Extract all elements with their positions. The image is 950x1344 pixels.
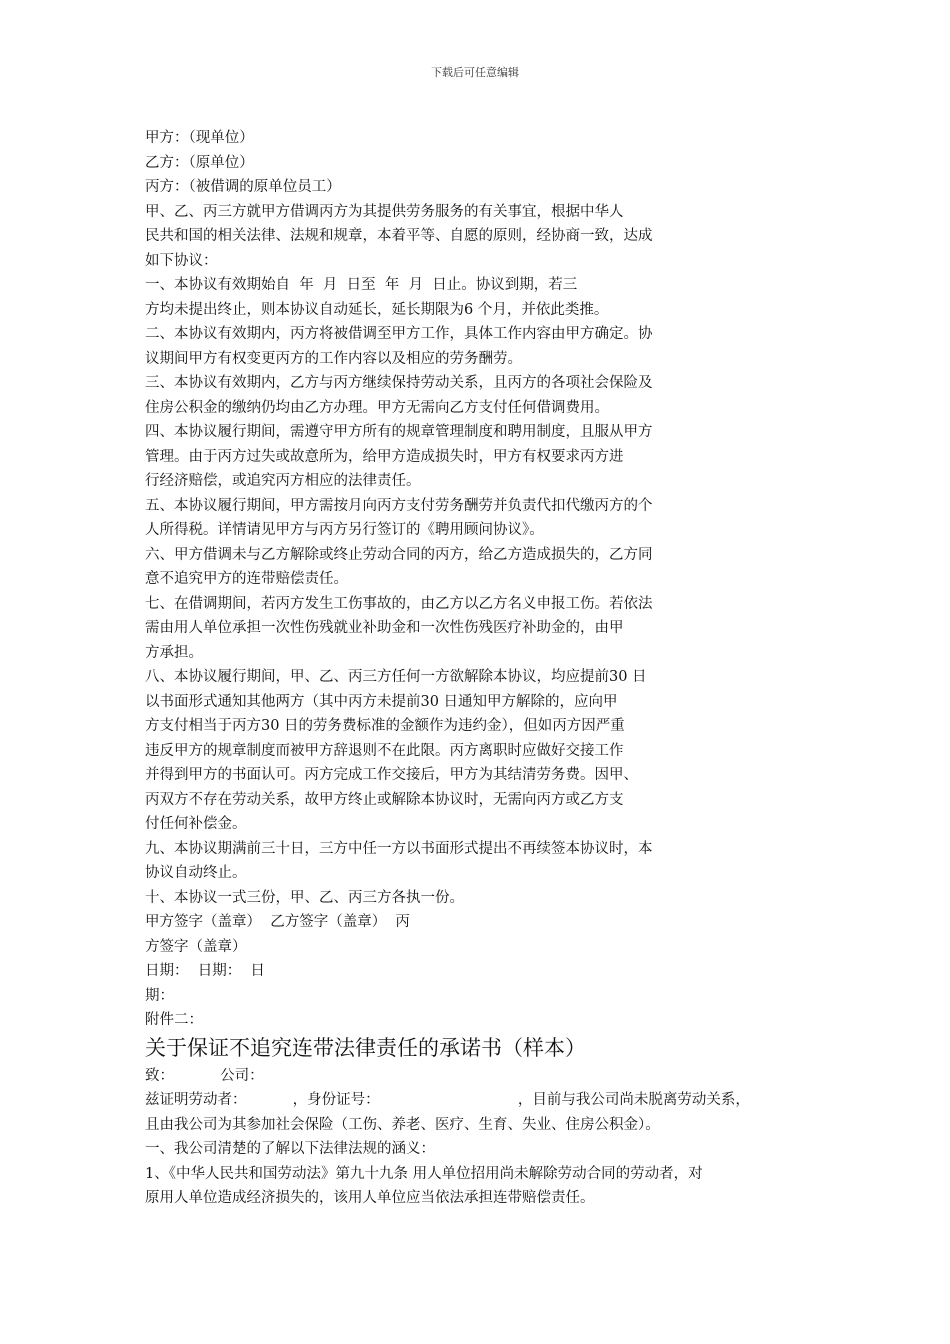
text-line: 十、本协议一式三份，甲、乙、丙三方各执一份。 <box>145 889 464 906</box>
text-line: 致： 公司： <box>145 1067 264 1084</box>
text-line: 附件二： <box>145 1012 203 1028</box>
text-line: 协议自动终止。 <box>145 865 247 881</box>
text-line: 兹证明劳动者： ，身份证号： ，目前与我公司尚未脱离劳动关系， <box>145 1092 750 1108</box>
text-line: 如下协议： <box>145 252 218 269</box>
text-line: 甲、乙、丙三方就甲方借调丙方为其提供劳务服务的有关事宜，根据中华人 <box>145 203 624 220</box>
text-line: 方支付相当于丙方30 日的劳务费标准的金额作为违约金），但如丙方因严重 <box>145 718 625 734</box>
text-line: 住房公积金的缴纳仍均由乙方办理。甲方无需向乙方支付任何借调费用。 <box>145 399 609 416</box>
text-line: 人所得税。详情请见甲方与丙方另行签订的《聘用顾问协议》。 <box>145 522 544 538</box>
text-line: 方签字（盖章） <box>145 938 247 955</box>
text-line: 方承担。 <box>145 644 203 661</box>
text-line: 丙双方不存在劳动关系，故甲方终止或解除本协议时，无需向丙方或乙方支 <box>145 791 624 808</box>
text-line: 付任何补偿金。 <box>145 816 247 832</box>
text-line: 且由我公司为其参加社会保险（工伤、养老、医疗、生育、失业、住房公积金）。 <box>145 1116 660 1133</box>
text-line: 甲方签字（盖章） 乙方签字（盖章） 丙 <box>145 914 410 930</box>
text-line: 原用人单位造成经济损失的，该用人单位应当依法承担连带赔偿责任。 <box>145 1190 595 1206</box>
text-line: 意不追究甲方的连带赔偿责任。 <box>145 571 348 587</box>
commitment-section <box>145 1064 825 1211</box>
text-line: 乙方：（原单位） <box>145 154 254 171</box>
text-line: 期： <box>145 987 174 1004</box>
agreement-section <box>145 126 825 1033</box>
text-line: 1、《中华人民共和国劳动法》第九十九条 用人单位招用尚未解除劳动合同的劳动者，对 <box>145 1165 703 1182</box>
text-line: 日期： 日期： 日 <box>145 963 265 979</box>
text-line: 需由用人单位承担一次性伤残就业补助金和一次性伤残医疗补助金的，由甲 <box>145 620 624 636</box>
text-line: 议期间甲方有权变更丙方的工作内容以及相应的劳务酬劳。 <box>145 350 522 367</box>
text-line: 方均未提出终止，则本协议自动延长，延长期限为6 个月，并依此类推。 <box>145 301 609 318</box>
text-line: 七、在借调期间，若丙方发生工伤事故的，由乙方以乙方名义申报工伤。若依法 <box>145 595 653 612</box>
commitment-title: 关于保证不追究连带法律责任的承诺书（样本） <box>145 1035 586 1060</box>
text-line: 甲方：（现单位） <box>145 130 254 146</box>
text-line: 六、甲方借调未与乙方解除或终止劳动合同的丙方，给乙方造成损失的，乙方同 <box>145 546 653 563</box>
text-line: 五、本协议履行期间，甲方需按月向丙方支付劳务酬劳并负责代扣代缴丙方的个 <box>145 497 653 514</box>
text-line: 行经济赔偿，或追究丙方相应的法律责任。 <box>145 473 421 489</box>
text-line: 丙方：（被借调的原单位员工） <box>145 179 341 195</box>
text-line: 民共和国的相关法律、法规和规章，本着平等、自愿的原则，经协商一致，达成 <box>145 228 653 244</box>
text-line: 管理。由于丙方过失或故意所为，给甲方造成损失时，甲方有权要求丙方进 <box>145 448 624 465</box>
text-line: 八、本协议履行期间，甲、乙、丙三方任何一方欲解除本协议，均应提前30 日 <box>145 669 647 685</box>
text-line: 以书面形式通知其他两方（其中丙方未提前30 日通知甲方解除的，应向甲 <box>145 693 618 710</box>
text-line: 一、我公司清楚的了解以下法律法规的涵义： <box>145 1141 435 1157</box>
document-body <box>145 126 825 1211</box>
text-line: 一、本协议有效期始自 年 月 日至 年 月 日止。协议到期，若三 <box>145 277 578 293</box>
text-line: 四、本协议履行期间，需遵守甲方所有的规章管理制度和聘用制度，且服从甲方 <box>145 424 653 440</box>
text-line: 违反甲方的规章制度而被甲方辞退则不在此限。丙方离职时应做好交接工作 <box>145 742 624 759</box>
text-line: 三、本协议有效期内，乙方与丙方继续保持劳动关系，且丙方的各项社会保险及 <box>145 375 653 391</box>
text-line: 并得到甲方的书面认可。丙方完成工作交接后，甲方为其结清劳务费。因甲、 <box>145 767 638 783</box>
header-note: 下载后可任意编辑 <box>431 66 519 79</box>
text-line: 二、本协议有效期内，丙方将被借调至甲方工作，具体工作内容由甲方确定。协 <box>145 326 653 342</box>
text-line: 九、本协议期满前三十日，三方中任一方以书面形式提出不再续签本协议时，本 <box>145 840 653 857</box>
